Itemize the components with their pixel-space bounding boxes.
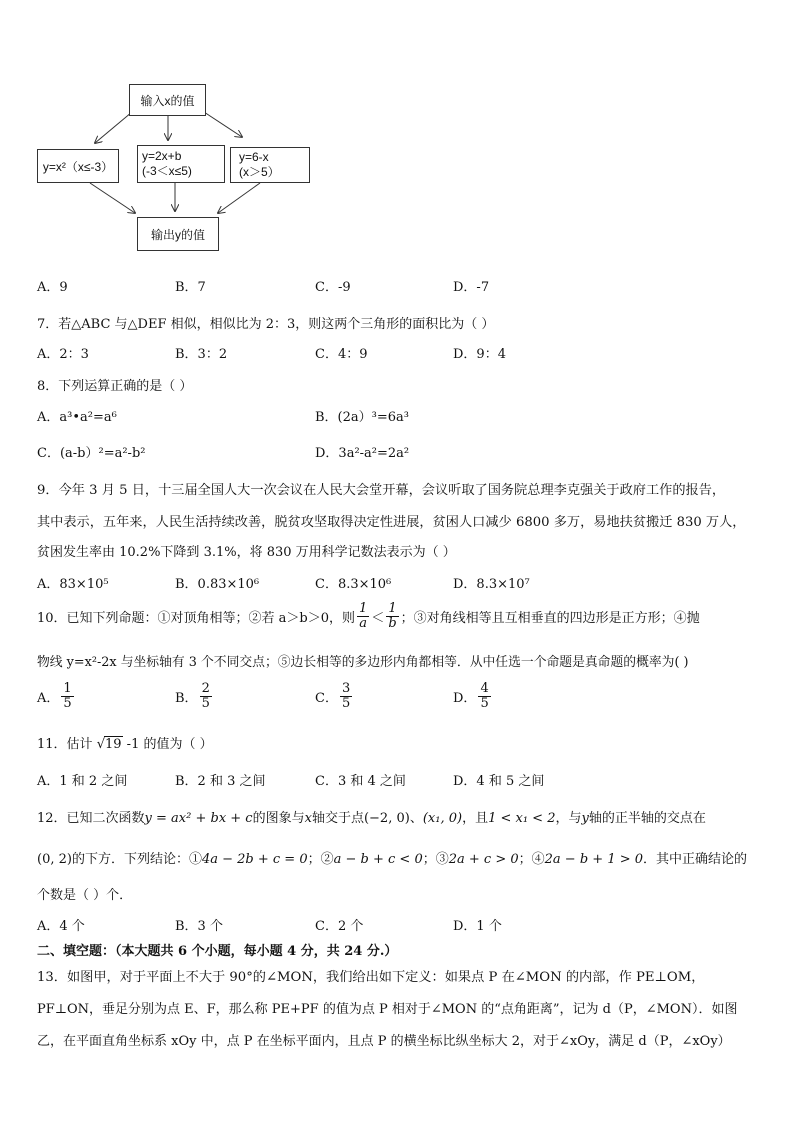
q12-point1: (−2, 0) xyxy=(363,811,410,826)
q9-option-c: C．8.3×10⁶ xyxy=(315,577,392,592)
q11-option-d: D．4 和 5 之间 xyxy=(453,774,545,789)
q11-option-c: C．3 和 4 之间 xyxy=(315,774,406,789)
q12-point2: (x₁, 0) xyxy=(422,811,463,826)
q12-l1c: 的图象与 xyxy=(252,811,305,826)
q13-line3: 乙，在平面直角坐标系 xOy 中，点 P 在坐标平面内，且点 P 的横坐标比纵坐标大 2，对于∠xOy，满足 d（P，∠xOy） xyxy=(37,1034,731,1049)
q10-option-c-label: C． xyxy=(315,691,338,706)
q12-l1g: 、 xyxy=(409,811,423,826)
q7-option-a: A．2：3 xyxy=(37,347,89,362)
q12-point3: (0, 2) xyxy=(37,852,72,867)
q10-option-b-label: B． xyxy=(175,691,198,706)
q12-l2d: ；② xyxy=(307,852,334,867)
q12-l2b: 的下方．下列结论：① xyxy=(71,852,202,867)
q12-range: 1 < x₁ < 2 xyxy=(488,811,556,826)
q10-option-b xyxy=(175,682,214,711)
q12-line1 xyxy=(37,807,706,826)
q11-stem-start: 11．估计 xyxy=(37,737,93,752)
flowchart-case2-range: (-3＜x≤5) xyxy=(142,164,192,178)
q12-l1k: ，与 xyxy=(555,811,582,826)
q12-l2f: ；③ xyxy=(422,852,449,867)
q12-x-axis: x xyxy=(304,811,312,826)
q11-stem-end: -1 的值为（ ） xyxy=(126,737,213,752)
q10-line1 xyxy=(37,602,700,631)
q8-option-d: D．3a²-a²=2a² xyxy=(315,446,410,461)
q11-option-a: A．1 和 2 之间 xyxy=(37,774,128,789)
section-fill-in-heading: 二、填空题：（本大题共 6 个小题，每小题 4 分，共 24 分.） xyxy=(37,944,398,959)
q12-conclusion2: a − b + c < 0 xyxy=(333,852,423,867)
q12-l2j: ．其中正确结论的 xyxy=(643,852,748,867)
q10-option-a-label: A． xyxy=(37,691,60,706)
q10-option-a xyxy=(37,682,76,711)
q10-option-d-fraction: $\frac{4}{5}$ xyxy=(480,681,489,711)
q8-option-a: A．a³•a²=a⁶ xyxy=(37,410,117,425)
q9-line2: 其中表示，五年来，人民生活持续改善，脱贫攻坚取得决定性进展，贫困人口减少 6800 多万，易地扶贫搬迁 830 万人， xyxy=(37,515,746,530)
q8-option-b: B．(2a）³=6a³ xyxy=(315,410,409,425)
q6-option-a: A．9 xyxy=(37,280,68,295)
q9-line1: 9．今年 3 月 5 日，十三届全国人大一次会议在人民大会堂开幕，会议听取了国务院总理李克强关于政府工作的报告， xyxy=(37,483,726,498)
q6-option-b: B．7 xyxy=(175,280,206,295)
q10-option-c-fraction: $\frac{3}{5}$ xyxy=(341,681,351,711)
q6-option-c: C．-9 xyxy=(315,280,351,295)
q12-option-a: A．4 个 xyxy=(37,919,85,934)
flowchart-case2-formula: y=2x+b xyxy=(142,149,182,163)
flowchart-case1-box xyxy=(37,149,119,183)
q12-line3: 个数是（ ）个． xyxy=(37,888,133,903)
flowchart-case1-text: y=x²（x≤-3） xyxy=(42,159,114,174)
q10-fraction-1-over-a: $\frac{1}{a}$ xyxy=(359,601,368,631)
flowchart-case3-box xyxy=(230,147,310,183)
flowchart-output-text: 输出y的值 xyxy=(150,227,205,242)
q10-option-c xyxy=(315,682,354,711)
q12-function: y = ax² + bx + c xyxy=(144,811,253,826)
less-than-sign: ＜ xyxy=(371,611,385,626)
q13-line2: PF⊥ON，垂足分别为点 E、F，那么称 PE+PF 的值为点 P 相对于∠MON 的“点角距离”，记为 d（P，∠MON）．如图 xyxy=(37,1002,738,1017)
q10-option-d-label: D． xyxy=(453,691,477,706)
q12-line2 xyxy=(37,848,747,867)
q12-y-axis: y xyxy=(581,811,589,826)
q12-option-c: C．2 个 xyxy=(315,919,364,934)
q6-option-d: D．-7 xyxy=(453,280,490,295)
q11-radicand: 19 xyxy=(104,737,122,752)
q10-fraction-1-over-b: $\frac{1}{b}$ xyxy=(388,601,397,631)
q12-l1a: 12．已知二次函数 xyxy=(37,811,145,826)
q10-option-d xyxy=(453,682,493,711)
q12-option-d: D．1 个 xyxy=(453,919,502,934)
sqrt-sign: √ xyxy=(96,737,105,752)
q10-line1-start: 10．已知下列命题：①对顶角相等；②若 a＞b＞0，则 xyxy=(37,611,356,626)
q11-option-b: B．2 和 3 之间 xyxy=(175,774,266,789)
q7-option-b: B．3：2 xyxy=(175,347,228,362)
flowchart-input-box xyxy=(129,84,206,116)
q7-stem: 7．若△ABC 与△DEF 相似，相似比为 2：3，则这两个三角形的面积比为（ ） xyxy=(37,317,495,332)
q8-stem: 8．下列运算正确的是（ ） xyxy=(37,379,193,394)
q10-option-a-fraction: $\frac{1}{5}$ xyxy=(63,681,72,711)
flowchart-output-box xyxy=(137,217,219,251)
q12-l1e: 轴交于点 xyxy=(311,811,364,826)
q10-line2: 物线 y=x²-2x 与坐标轴有 3 个不同交点；⑤边长相等的多边形内角都相等．从中任选一个命题是真命题的概率为( ) xyxy=(37,655,689,670)
q8-option-c: C．(a-b）²=a²-b² xyxy=(37,446,146,461)
q12-l2h: ；④ xyxy=(518,852,545,867)
q10-option-b-fraction: $\frac{2}{5}$ xyxy=(201,681,210,711)
q10-line1-end: ；③对角线相等且互相垂直的四边形是正方形；④抛 xyxy=(400,611,700,626)
q12-l1i: ，且 xyxy=(462,811,489,826)
q9-line3: 贫困发生率由 10.2%下降到 3.1%，将 830 万用科学记数法表示为（ ） xyxy=(37,545,456,560)
q7-option-d: D．9：4 xyxy=(453,347,506,362)
flowchart-input-text: 输入x的值 xyxy=(140,93,195,108)
q13-line1: 13．如图甲，对于平面上不大于 90°的∠MON，我们给出如下定义：如果点 P 在∠MON 的内部，作 PE⊥OM， xyxy=(37,970,705,985)
q12-conclusion3: 2a + c > 0 xyxy=(448,852,519,867)
q9-option-b: B．0.83×10⁶ xyxy=(175,577,260,592)
flowchart-case3-range: (x＞5） xyxy=(239,165,280,179)
flowchart-case3-formula: y=6-x xyxy=(239,150,269,164)
q12-conclusion1: 4a − 2b + c = 0 xyxy=(201,852,308,867)
q7-option-c: C．4：9 xyxy=(315,347,368,362)
flowchart-arrows xyxy=(0,0,794,280)
q9-option-a: A．83×10⁵ xyxy=(37,577,109,592)
q12-conclusion4: 2a − b + 1 > 0 xyxy=(544,852,644,867)
q12-l1m: 轴的正半轴的交点在 xyxy=(588,811,706,826)
q11-stem xyxy=(37,733,213,752)
q12-option-b: B．3 个 xyxy=(175,919,223,934)
q9-option-d: D．8.3×10⁷ xyxy=(453,577,530,592)
flowchart-case2-box xyxy=(137,145,225,183)
